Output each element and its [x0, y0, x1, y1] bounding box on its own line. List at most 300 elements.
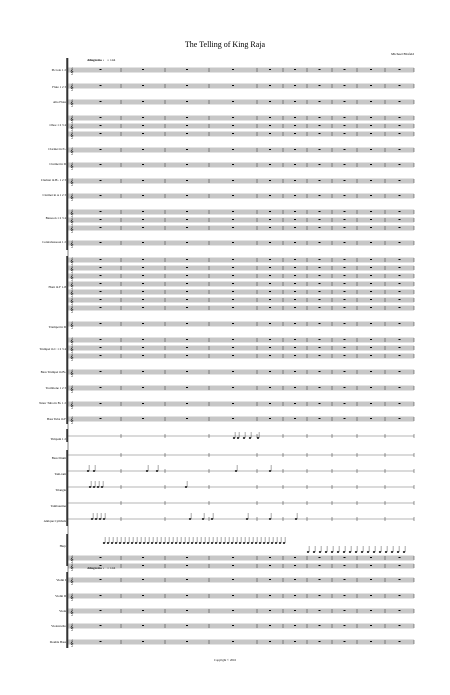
instrument-label: Trombone 1 2 3 — [45, 386, 66, 390]
whole-rest — [100, 355, 102, 356]
whole-rest — [370, 418, 372, 419]
whole-rest — [319, 291, 321, 292]
whole-rest — [370, 117, 372, 118]
whole-rest — [344, 267, 346, 268]
note-head — [147, 542, 149, 544]
whole-rest — [100, 242, 102, 243]
note-head — [259, 542, 261, 544]
clef-icon: 𝄞 — [70, 241, 74, 248]
whole-rest — [294, 149, 296, 150]
whole-rest — [100, 275, 102, 276]
whole-rest — [142, 418, 144, 419]
whole-rest — [399, 211, 401, 212]
clef-icon: 𝄞 — [70, 624, 74, 631]
whole-rest — [186, 418, 188, 419]
note-head — [391, 551, 393, 553]
whole-rest — [399, 195, 401, 196]
whole-rest — [399, 69, 401, 70]
whole-rest — [370, 565, 372, 566]
whole-rest — [294, 339, 296, 340]
whole-rest — [344, 610, 346, 611]
instrument-label: Bass Drum — [51, 456, 66, 460]
whole-rest — [319, 579, 321, 580]
whole-rest — [100, 227, 102, 228]
instrument-label: Flute 1 2 3 — [52, 85, 66, 89]
whole-rest — [344, 211, 346, 212]
whole-rest — [344, 347, 346, 348]
clef-icon: 𝄞 — [70, 226, 74, 233]
note-head — [123, 542, 125, 544]
whole-rest — [100, 267, 102, 268]
whole-rest — [142, 595, 144, 596]
whole-rest — [399, 579, 401, 580]
clef-icon: 𝄞 — [70, 370, 74, 377]
whole-rest — [186, 371, 188, 372]
clef-icon: 𝄞 — [70, 386, 74, 393]
whole-rest — [269, 242, 271, 243]
whole-rest — [142, 625, 144, 626]
whole-rest — [142, 259, 144, 260]
whole-rest — [100, 283, 102, 284]
note-head — [367, 551, 369, 553]
whole-rest — [186, 557, 188, 558]
clef-icon: 𝄞 — [70, 402, 74, 409]
note-head — [337, 551, 339, 553]
clef-icon: 𝄞 — [70, 609, 74, 616]
whole-rest — [186, 219, 188, 220]
note-head — [257, 437, 259, 439]
whole-rest — [142, 149, 144, 150]
instrument-label: Clarinet in E♭ — [48, 147, 66, 151]
whole-rest — [186, 610, 188, 611]
whole-rest — [100, 610, 102, 611]
whole-rest — [269, 371, 271, 372]
whole-rest — [232, 85, 234, 86]
clef-icon: 𝄞 — [70, 578, 74, 585]
whole-rest — [344, 259, 346, 260]
whole-rest — [319, 595, 321, 596]
whole-rest — [232, 242, 234, 243]
whole-rest — [344, 387, 346, 388]
whole-rest — [186, 149, 188, 150]
clef-icon: 𝄞 — [70, 298, 74, 305]
whole-rest — [344, 323, 346, 324]
whole-rest — [142, 387, 144, 388]
whole-rest — [399, 275, 401, 276]
whole-rest — [370, 579, 372, 580]
note-head — [295, 518, 297, 520]
clef-icon: 𝄞 — [70, 163, 74, 170]
whole-rest — [344, 291, 346, 292]
whole-rest — [100, 195, 102, 196]
whole-rest — [319, 565, 321, 566]
whole-rest — [232, 283, 234, 284]
note-head — [187, 542, 189, 544]
note-head — [203, 542, 205, 544]
whole-rest — [294, 291, 296, 292]
whole-rest — [142, 180, 144, 181]
note-head — [215, 542, 217, 544]
whole-rest — [344, 85, 346, 86]
note-head — [243, 437, 245, 439]
whole-rest — [399, 101, 401, 102]
whole-rest — [370, 267, 372, 268]
whole-rest — [269, 101, 271, 102]
note-head — [115, 542, 117, 544]
whole-rest — [399, 595, 401, 596]
whole-rest — [344, 101, 346, 102]
whole-rest — [294, 595, 296, 596]
whole-rest — [399, 355, 401, 356]
instrument-label: Timpani 1 2 — [50, 437, 66, 441]
whole-rest — [399, 219, 401, 220]
copyright-notice: Copyright © 2016 — [214, 658, 236, 662]
whole-rest — [186, 101, 188, 102]
whole-rest — [100, 641, 102, 642]
whole-rest — [294, 117, 296, 118]
note-head — [343, 551, 345, 553]
instrument-label: Tenor Tuba in B♭ 1 2 — [38, 401, 66, 405]
whole-rest — [100, 101, 102, 102]
whole-rest — [399, 125, 401, 126]
whole-rest — [370, 403, 372, 404]
note-head — [271, 542, 273, 544]
tempo-text: Allegretto — [87, 566, 102, 570]
whole-rest — [142, 219, 144, 220]
whole-rest — [319, 387, 321, 388]
instrument-label: Bass Tuba in F — [46, 417, 66, 421]
whole-rest — [100, 347, 102, 348]
clef-icon: 𝄞 — [70, 218, 74, 225]
whole-rest — [370, 101, 372, 102]
whole-rest — [294, 418, 296, 419]
whole-rest — [100, 595, 102, 596]
whole-rest — [186, 291, 188, 292]
whole-rest — [399, 149, 401, 150]
whole-rest — [399, 259, 401, 260]
whole-rest — [232, 195, 234, 196]
whole-rest — [399, 418, 401, 419]
note-head — [249, 437, 251, 439]
whole-rest — [100, 85, 102, 86]
whole-rest — [399, 625, 401, 626]
whole-rest — [186, 625, 188, 626]
note-head — [255, 542, 257, 544]
whole-rest — [294, 133, 296, 134]
whole-rest — [344, 595, 346, 596]
note-head — [325, 551, 327, 553]
whole-rest — [399, 557, 401, 558]
whole-rest — [399, 164, 401, 165]
whole-rest — [319, 283, 321, 284]
whole-rest — [269, 610, 271, 611]
whole-rest — [344, 164, 346, 165]
instrument-label: Antique Cymbals — [43, 519, 66, 523]
whole-rest — [232, 69, 234, 70]
whole-rest — [319, 85, 321, 86]
whole-rest — [100, 125, 102, 126]
whole-rest — [142, 85, 144, 86]
note-head — [103, 542, 105, 544]
whole-rest — [186, 195, 188, 196]
whole-rest — [399, 339, 401, 340]
instrument-label: Triangle — [55, 488, 66, 492]
whole-rest — [269, 418, 271, 419]
whole-rest — [319, 164, 321, 165]
whole-rest — [232, 347, 234, 348]
whole-rest — [142, 195, 144, 196]
clef-icon: 𝄞 — [70, 124, 74, 131]
note-head — [191, 542, 193, 544]
whole-rest — [294, 180, 296, 181]
whole-rest — [319, 219, 321, 220]
note-head — [163, 542, 165, 544]
whole-rest — [269, 164, 271, 165]
whole-rest — [186, 69, 188, 70]
whole-rest — [294, 125, 296, 126]
whole-rest — [294, 85, 296, 86]
whole-rest — [142, 557, 144, 558]
whole-rest — [100, 387, 102, 388]
whole-rest — [142, 307, 144, 308]
whole-rest — [294, 557, 296, 558]
clef-icon: 𝄞 — [70, 564, 74, 571]
note-head — [202, 518, 204, 520]
note-head — [159, 542, 161, 544]
instrument-label: Clarinet in A 1 2 3 — [42, 193, 66, 197]
whole-rest — [399, 227, 401, 228]
whole-rest — [232, 625, 234, 626]
whole-rest — [370, 242, 372, 243]
whole-rest — [100, 69, 102, 70]
whole-rest — [344, 307, 346, 308]
note-head — [283, 542, 285, 544]
whole-rest — [294, 307, 296, 308]
whole-rest — [319, 69, 321, 70]
whole-rest — [319, 117, 321, 118]
whole-rest — [294, 371, 296, 372]
whole-rest — [142, 403, 144, 404]
whole-rest — [100, 291, 102, 292]
whole-rest — [294, 641, 296, 642]
note-head — [119, 542, 121, 544]
score-title: The Telling of King Raja — [184, 40, 266, 49]
whole-rest — [142, 101, 144, 102]
whole-rest — [319, 133, 321, 134]
whole-rest — [319, 242, 321, 243]
whole-rest — [294, 323, 296, 324]
note-head — [279, 542, 281, 544]
whole-rest — [100, 299, 102, 300]
whole-rest — [100, 307, 102, 308]
whole-rest — [344, 219, 346, 220]
whole-rest — [399, 133, 401, 134]
clef-icon: 𝄞 — [70, 354, 74, 361]
whole-rest — [344, 299, 346, 300]
whole-rest — [294, 69, 296, 70]
whole-rest — [269, 347, 271, 348]
note-head — [237, 437, 239, 439]
clef-icon: 𝄞 — [70, 179, 74, 186]
instrument-label: Bassoon 1 2 3 4 — [45, 216, 66, 220]
clef-icon: 𝄞 — [70, 594, 74, 601]
whole-rest — [142, 610, 144, 611]
note-head — [189, 518, 191, 520]
clef-icon: 𝄞 — [70, 68, 74, 75]
note-head — [179, 542, 181, 544]
whole-rest — [269, 299, 271, 300]
whole-rest — [344, 557, 346, 558]
note-head — [195, 542, 197, 544]
note-head — [95, 518, 97, 520]
clef-icon: 𝄞 — [70, 258, 74, 265]
whole-rest — [370, 125, 372, 126]
whole-rest — [232, 355, 234, 356]
whole-rest — [294, 219, 296, 220]
note-head — [143, 542, 145, 544]
whole-rest — [319, 557, 321, 558]
whole-rest — [232, 291, 234, 292]
whole-rest — [269, 149, 271, 150]
whole-rest — [344, 227, 346, 228]
whole-rest — [294, 275, 296, 276]
note-head — [235, 542, 237, 544]
note-head — [223, 542, 225, 544]
whole-rest — [294, 387, 296, 388]
whole-rest — [186, 339, 188, 340]
note-head — [397, 551, 399, 553]
whole-rest — [142, 211, 144, 212]
note-head — [247, 542, 249, 544]
whole-rest — [294, 355, 296, 356]
note-head — [185, 486, 187, 488]
note-head — [355, 551, 357, 553]
whole-rest — [319, 259, 321, 260]
whole-rest — [100, 323, 102, 324]
whole-rest — [269, 195, 271, 196]
whole-rest — [142, 291, 144, 292]
whole-rest — [142, 242, 144, 243]
note-head — [269, 518, 271, 520]
instrument-label: Clarinet in D — [49, 162, 66, 166]
note-head — [269, 470, 271, 472]
note-head — [373, 551, 375, 553]
instrument-label: Horn in F 1-8 — [48, 285, 66, 289]
whole-rest — [370, 227, 372, 228]
instrument-label: Contrabassoon 1 2 — [42, 240, 66, 244]
whole-rest — [186, 283, 188, 284]
whole-rest — [142, 125, 144, 126]
instrument-label: Tambourine — [50, 504, 66, 508]
clef-icon: 𝄞 — [70, 290, 74, 297]
whole-rest — [294, 267, 296, 268]
whole-rest — [186, 299, 188, 300]
instrument-label: Violin II — [55, 594, 66, 598]
whole-rest — [399, 403, 401, 404]
whole-rest — [344, 418, 346, 419]
whole-rest — [370, 164, 372, 165]
note-head — [211, 542, 213, 544]
whole-rest — [370, 641, 372, 642]
whole-rest — [319, 275, 321, 276]
clef-icon: 𝄞 — [70, 194, 74, 201]
note-head — [131, 542, 133, 544]
whole-rest — [344, 275, 346, 276]
whole-rest — [186, 85, 188, 86]
whole-rest — [319, 418, 321, 419]
whole-rest — [370, 283, 372, 284]
note-head — [233, 437, 235, 439]
whole-rest — [269, 625, 271, 626]
whole-rest — [186, 164, 188, 165]
whole-rest — [100, 180, 102, 181]
note-head — [385, 551, 387, 553]
whole-rest — [370, 557, 372, 558]
whole-rest — [370, 625, 372, 626]
whole-rest — [370, 291, 372, 292]
instrument-label: Bass Trumpet in B♭ — [40, 370, 66, 374]
whole-rest — [100, 418, 102, 419]
note-head — [231, 542, 233, 544]
whole-rest — [232, 565, 234, 566]
note-head — [246, 518, 248, 520]
whole-rest — [269, 227, 271, 228]
whole-rest — [186, 180, 188, 181]
whole-rest — [294, 299, 296, 300]
whole-rest — [100, 117, 102, 118]
note-head — [111, 542, 113, 544]
whole-rest — [186, 117, 188, 118]
clef-icon: 𝄞 — [70, 556, 74, 563]
note-head — [139, 542, 141, 544]
whole-rest — [186, 125, 188, 126]
whole-rest — [344, 242, 346, 243]
whole-rest — [269, 259, 271, 260]
whole-rest — [319, 625, 321, 626]
whole-rest — [269, 275, 271, 276]
whole-rest — [294, 625, 296, 626]
whole-rest — [142, 267, 144, 268]
whole-rest — [186, 579, 188, 580]
whole-rest — [232, 307, 234, 308]
whole-rest — [294, 101, 296, 102]
note-head — [89, 486, 91, 488]
whole-rest — [269, 579, 271, 580]
whole-rest — [370, 133, 372, 134]
whole-rest — [370, 371, 372, 372]
whole-rest — [100, 557, 102, 558]
whole-rest — [344, 125, 346, 126]
note-head — [91, 518, 93, 520]
whole-rest — [370, 339, 372, 340]
whole-rest — [319, 641, 321, 642]
whole-rest — [142, 227, 144, 228]
whole-rest — [319, 299, 321, 300]
whole-rest — [232, 164, 234, 165]
note-head — [199, 542, 201, 544]
whole-rest — [142, 323, 144, 324]
whole-rest — [232, 180, 234, 181]
whole-rest — [269, 355, 271, 356]
instrument-label: Trumpet in D — [48, 325, 66, 329]
whole-rest — [399, 610, 401, 611]
clef-icon: 𝄞 — [70, 306, 74, 313]
whole-rest — [142, 565, 144, 566]
note-head — [207, 542, 209, 544]
whole-rest — [344, 180, 346, 181]
whole-rest — [399, 299, 401, 300]
whole-rest — [232, 101, 234, 102]
